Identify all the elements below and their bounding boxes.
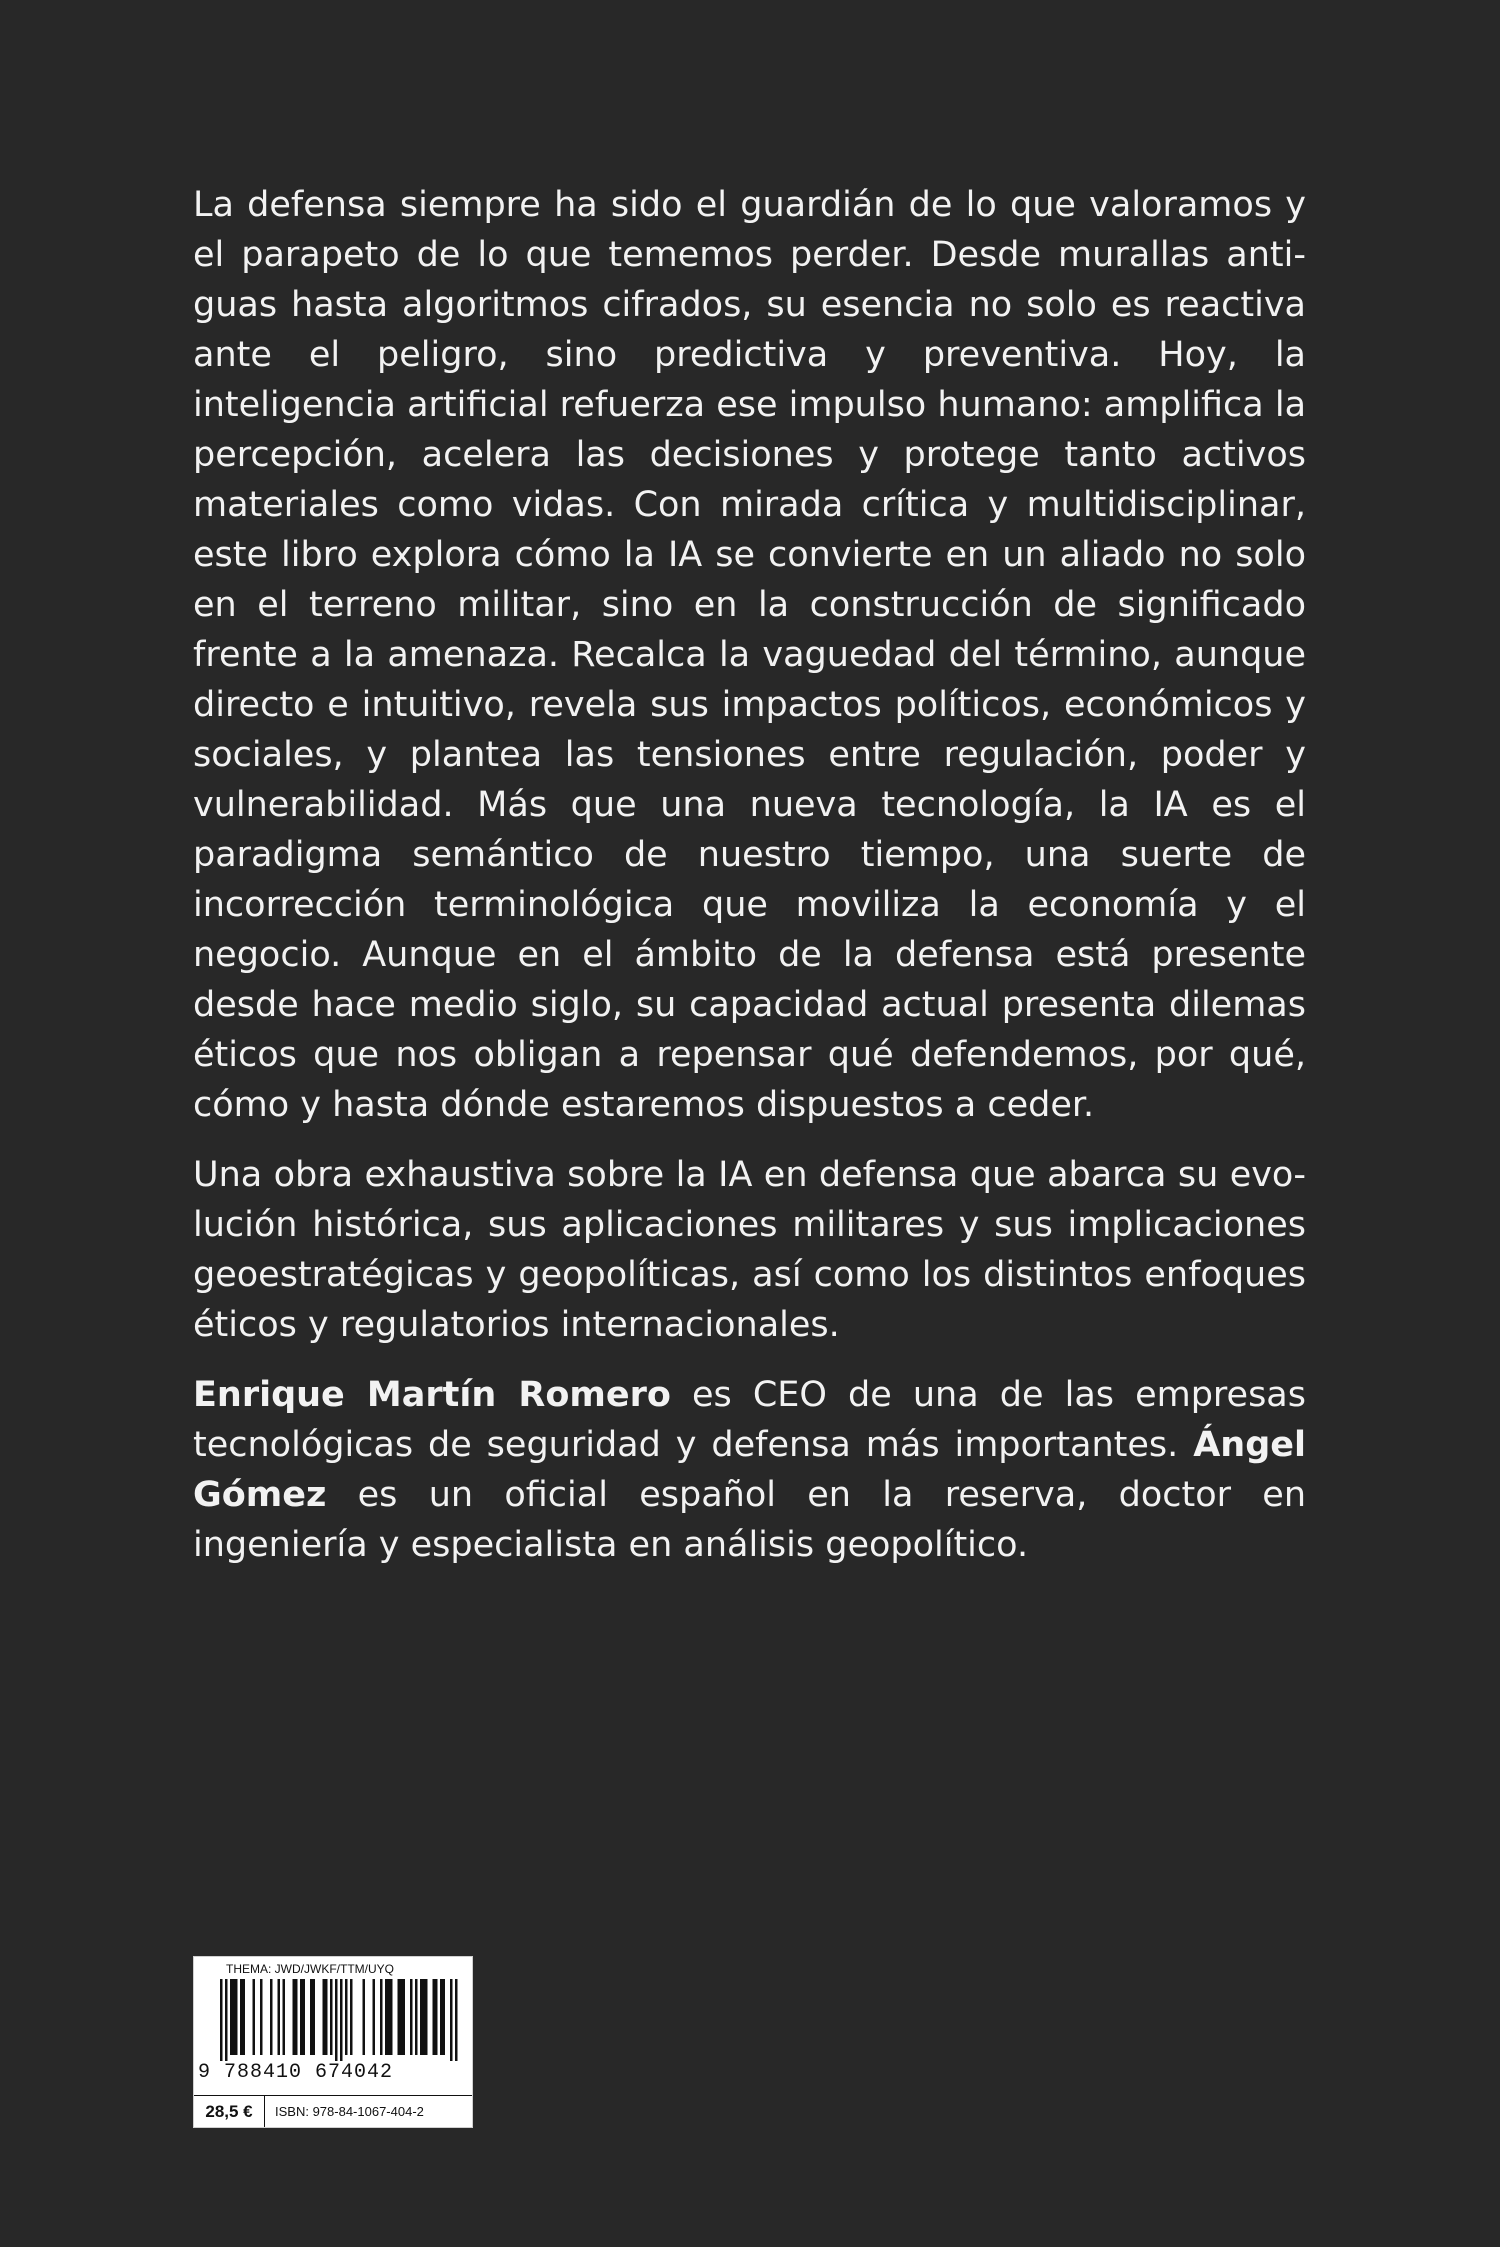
barcode-bar (310, 1979, 313, 2055)
author-1-name: Enrique Martín Romero (193, 1375, 671, 1415)
barcode-bar (420, 1979, 423, 2055)
barcode-bar (423, 1979, 426, 2055)
thema-code: THEMA: JWD/JWKF/TTM/UYQ (226, 1962, 394, 1976)
barcode-bar (253, 1979, 256, 2055)
barcode-bar (435, 1979, 438, 2055)
barcode-bar (373, 1979, 376, 2055)
barcode-bar (363, 1979, 366, 2055)
barcode-bar (400, 1979, 403, 2055)
barcode-bar (243, 1979, 246, 2055)
blurb-text (193, 180, 1306, 1570)
blurb-paragraph-1: La defensa siempre ha sido el guardián de lo que valoramos y el parapeto de lo que tememos perder. Desde murallas antiguas hasta algoritmos cifrados, su esencia no solo es reactiva ante el peligro, sino predictiva y preventiva. Hoy, la inteligencia artificial refuerza ese impulso humano: amplifica la percepción, acelera las decisiones y protege tanto activos materiales como vidas. Con mirada crítica y multidisciplinar, este libro explora cómo la IA se convierte en un aliado no solo en el terreno militar, sino en la construcción de significado frente a la amenaza. Recalca la vaguedad del término, aunque directo e intuitivo, revela sus impactos políticos, económicos y sociales, y plantea las tensiones entre regulación, poder y vulnerabilidad. Más que una nueva tecnología, la IA es el paradigma semántico de nuestro tiempo, una suerte de incorrección terminológica que moviliza la economía y el negocio. Aunque en el ámbito de la defensa está presente desde hace medio siglo, su capacidad actual presenta dilemas éticos que nos obligan a repensar qué defendemos, por qué, cómo y hasta dónde estaremos dispuestos a ceder. (193, 185, 1307, 1125)
barcode-bar (385, 1979, 388, 2055)
barcode-bar (235, 1979, 238, 2055)
barcode-bar (230, 1979, 233, 2055)
barcode-bar (345, 1979, 348, 2055)
barcode-bar (425, 1979, 428, 2055)
isbn: ISBN: 978-84-1067-404-2 (275, 2104, 424, 2119)
barcode-bar (303, 1979, 306, 2055)
author-bios (193, 1370, 1306, 1570)
barcode-bar (240, 1979, 243, 2055)
barcode-bar (278, 1979, 281, 2055)
barcode-bar (450, 1979, 453, 2061)
barcode-bar (443, 1979, 446, 2055)
barcode-bar (313, 1979, 316, 2055)
barcode-bar (340, 1979, 343, 2061)
barcode-bar (295, 1979, 298, 2055)
barcode-bar (415, 1979, 418, 2055)
barcode-bar (350, 1979, 353, 2055)
author-2-name: Ángel Gómez (193, 1425, 1306, 1515)
barcode-bar (335, 1979, 338, 2061)
price-isbn-row (194, 2095, 472, 2127)
barcode-bar (433, 1979, 436, 2055)
barcode-bar (300, 1979, 303, 2055)
barcode-bar (330, 1979, 333, 2055)
barcode-bar (323, 1979, 326, 2055)
barcode-bar (270, 1979, 273, 2055)
barcode-bar (233, 1979, 236, 2055)
barcode-bar (260, 1979, 263, 2055)
barcode-bar (403, 1979, 406, 2055)
barcode-bar (380, 1979, 383, 2055)
barcode-bar (390, 1979, 393, 2055)
barcode-bar (455, 1979, 458, 2061)
barcode-bars (198, 1979, 470, 2061)
barcode-bar (410, 1979, 413, 2055)
barcode-bar (388, 1979, 391, 2055)
ean-digits: 9 788410 674042 (198, 2061, 394, 2084)
author-2-bio: es un oficial español en la reserva, doctor en ingeniería y especialista en análisis geopolítico. (193, 1475, 1306, 1565)
barcode-bar (293, 1979, 296, 2055)
barcode-bar (220, 1979, 223, 2061)
barcode-label (193, 1956, 473, 2128)
barcode-bar (440, 1979, 443, 2055)
barcode-bar (283, 1979, 286, 2055)
blurb-paragraph-2: Una obra exhaustiva sobre la IA en defensa que abarca su evolución histórica, sus aplicaciones militares y sus implicaciones geoestratégicas y geopolíticas, así como los distintos enfoques éticos y regulatorios internacionales. (193, 1155, 1306, 1345)
price: 28,5 € (194, 2096, 265, 2127)
barcode-bar (398, 1979, 401, 2055)
author-1-bio: es CEO de una de las empresas tecnológicas de seguridad y defensa más importantes. (193, 1375, 1306, 1465)
barcode-bar (325, 1979, 328, 2055)
barcode-bar (225, 1979, 228, 2061)
